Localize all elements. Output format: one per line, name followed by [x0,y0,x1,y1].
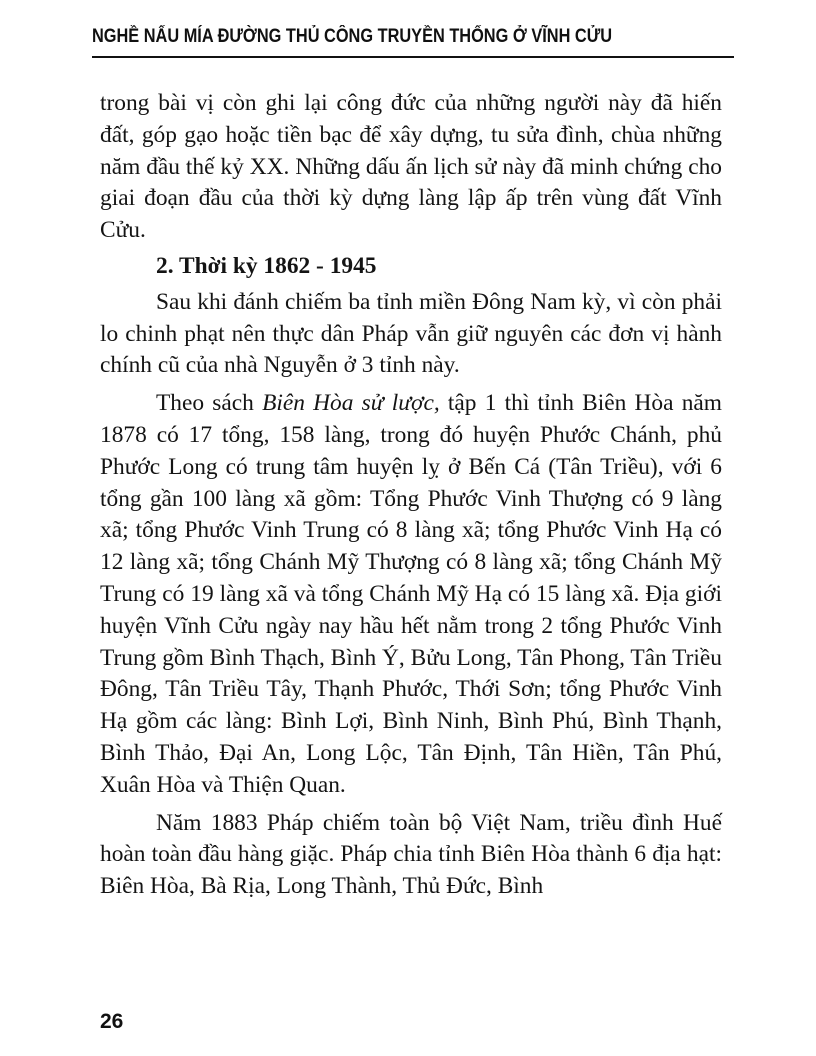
paragraph-1883: Năm 1883 Pháp chiếm toàn bộ Việt Nam, triều đình Huế hoàn toàn đầu hàng giặc. Pháp chia tỉnh Biên Hòa thành 6 địa hạt: Biên Hòa, Bà Rịa, Long Thành, Thủ Đức, Bình [100,809,722,900]
paragraph-continued: trong bài vị còn ghi lại công đức của những người này đã hiến đất, góp gạo hoặc tiền bạc để xây dựng, tu sửa đình, chùa những năm đầu thế kỷ XX. Những dấu ấn lịch sử này đã minh chứng cho giai đoạn đầu của thời kỳ dựng làng lập ấp trên vùng đất Vĩnh Cửu. [100,90,722,244]
paragraph-lead-text: Theo sách [156,390,263,417]
header-divider [92,56,734,58]
running-header: NGHỀ NẤU MÍA ĐƯỜNG THỦ CÔNG TRUYỀN THỐNG Ở VĨNH CỬU [92,26,613,47]
section-heading: 2. Thời kỳ 1862 - 1945 [156,252,377,279]
page-body [100,88,722,903]
paragraph-french-conquest: Sau khi đánh chiếm ba tỉnh miền Đông Nam kỳ, vì còn phải lo chinh phạt nên thực dân Pháp vẫn giữ nguyên các đơn vị hành chính cũ của nhà Nguyễn ở 3 tỉnh này. [100,288,722,379]
page-number: 26 [100,1010,124,1033]
paragraph-bien-hoa-villages [100,388,722,801]
book-title: Biên Hòa sử lược, [262,390,440,417]
paragraph-body-text: tập 1 thì tỉnh Biên Hòa năm 1878 có 17 tổng, 158 làng, trong đó huyện Phước Chánh, phủ Phước Long có trung tâm huyện lỵ ở Bến Cá (Tân Triều), với 6 tổng gần 100 làng xã gồm: Tổng Phước Vinh Thượng có 9 làng xã; tổng Phước Vinh Trung có 8 làng xã; tổng Phước Vinh Hạ có 12 làng xã; tổng Chánh Mỹ Thượng có 8 làng xã; tổng Chánh Mỹ Trung có 19 làng xã và tổng Chánh Mỹ Hạ có 15 làng xã. Địa giới huyện Vĩnh Cửu ngày nay hầu hết nằm trong 2 tổng Phước Vinh Trung gồm Bình Thạch, Bình Ý, Bửu Long, Tân Phong, Tân Triều Đông, Tân Triều Tây, Thạnh Phước, Thới Sơn; tổng Phước Vinh Hạ gồm các làng: Bình Lợi, Bình Ninh, Bình Phú, Bình Thạnh, Bình Thảo, Đại An, Long Lộc, Tân Định, Tân Hiền, Tân Phú, Xuân Hòa và Thiện Quan. [100,390,722,798]
